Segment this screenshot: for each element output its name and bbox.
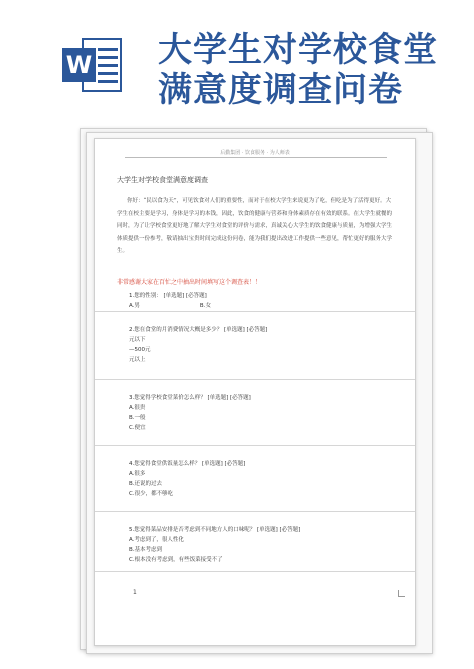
question-text: 3.您觉得学校食堂菜价怎么样？ [单选题] [必答题] xyxy=(129,395,251,401)
intro-paragraph: 你好：“民以食为天”，可见饮食对人们的重要性，而对于在校大学生来说更为了吃，但吃是为了活得更好。大学生在校主要是学习，身体是学习的本钱，因此，饮食的健康与营养和身体素质存在有效的联系。在大学生就餐的同时，为了让学校食堂更好地了解大学生对食堂的评价与需求，真诚关心大学生的饮食健康与质量，为增强大学生体质提供一份参考，敬请抽出宝贵时间完成这份问卷，能为我们提出改进工作提供一些意见，帮忙更好的服务大学生。 xyxy=(117,198,393,254)
question-5 xyxy=(129,525,389,565)
option-c[interactable]: C.便宜 xyxy=(129,425,146,431)
option-b[interactable]: —500元 xyxy=(129,347,151,353)
running-header: 后勤集团 · 饮食服务 · 为人师表 xyxy=(220,150,290,156)
banner-title-line-2: 满意度调查问卷 xyxy=(158,70,403,110)
option-a[interactable]: A.考虑到了，很人性化 xyxy=(129,537,184,543)
option-c[interactable]: 元以上 xyxy=(129,357,146,363)
header-banner xyxy=(0,0,474,122)
question-2 xyxy=(129,325,389,365)
page-number: 1 xyxy=(133,589,137,596)
question-1 xyxy=(129,291,389,311)
question-divider xyxy=(95,511,415,512)
word-document-icon xyxy=(62,36,124,94)
question-options xyxy=(129,403,389,433)
question-divider xyxy=(95,379,415,380)
thanks-note: 非常感谢大家在百忙之中抽出时间填写这个调查表！！ xyxy=(117,279,262,286)
question-text: 4.您觉得食堂供饭量怎么样？ [单选题] [必答题] xyxy=(129,461,246,467)
option-a[interactable]: 元以下 xyxy=(129,337,146,343)
option-female[interactable]: B.女 xyxy=(199,303,211,309)
banner-title xyxy=(158,30,438,110)
question-options xyxy=(129,335,389,365)
option-c[interactable]: C.根本没有考虑到，有些饭菜接受不了 xyxy=(129,557,223,563)
banner-title-line-1: 大学生对学校食堂 xyxy=(158,30,438,70)
document-page[interactable] xyxy=(94,138,416,646)
option-b[interactable]: B.还说的过去 xyxy=(129,481,163,487)
option-a[interactable]: A.很多 xyxy=(129,471,146,477)
question-text: 1.您的性别： [单选题] [必答题] xyxy=(129,293,207,299)
option-male[interactable]: A.男 xyxy=(129,303,140,309)
question-4 xyxy=(129,459,389,499)
question-options xyxy=(129,301,389,311)
question-text: 5.您觉得菜品安排是否考虑到不同地方人的口味呢？ [单选题] [必答题] xyxy=(129,527,301,533)
question-divider xyxy=(95,311,415,312)
document-preview xyxy=(80,128,425,648)
option-c[interactable]: C.很少，都不够吃 xyxy=(129,491,174,497)
question-divider xyxy=(95,571,415,572)
question-divider xyxy=(95,445,415,446)
option-b[interactable]: B.基本考虑到 xyxy=(129,547,163,553)
question-text: 2.您在食堂的月消费情况大概是多少？ [单选题] [必答题] xyxy=(129,327,268,333)
question-3 xyxy=(129,393,389,433)
document-title: 大学生对学校食堂满意度调查 xyxy=(117,176,208,184)
corner-mark xyxy=(398,590,405,597)
option-b[interactable]: B.一般 xyxy=(129,415,146,421)
question-options xyxy=(129,535,389,565)
header-rule xyxy=(125,157,387,158)
option-a[interactable]: A.很贵 xyxy=(129,405,146,411)
question-options xyxy=(129,469,389,499)
word-badge: W xyxy=(62,48,96,82)
